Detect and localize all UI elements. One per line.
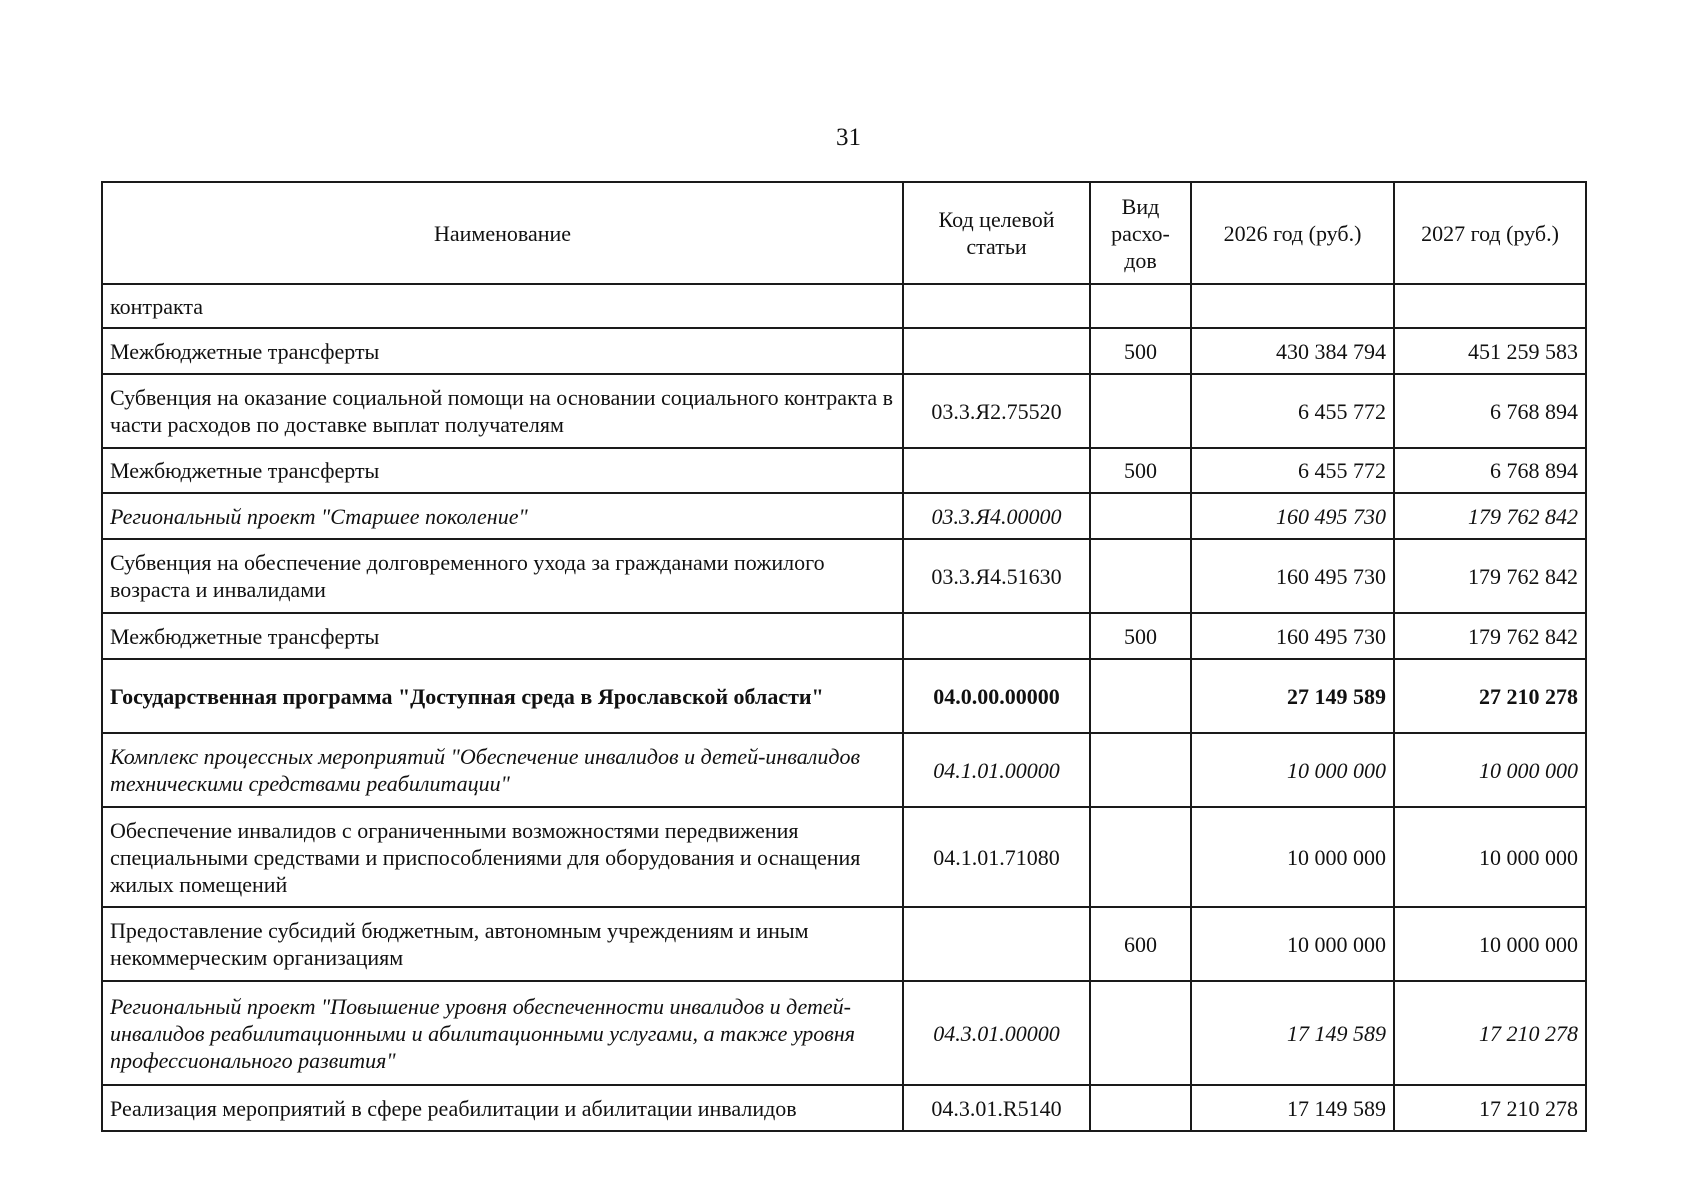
row-amount-2026: 160 495 730 [1191, 613, 1394, 659]
row-code: 03.3.Я4.51630 [903, 539, 1090, 613]
row-code: 04.3.01.R5140 [903, 1085, 1090, 1131]
row-kind [1090, 284, 1191, 328]
row-kind [1090, 807, 1191, 907]
row-amount-2026 [1191, 284, 1394, 328]
header-name: Наименование [102, 182, 903, 284]
row-name: Комплекс процессных мероприятий "Обеспечение инвалидов и детей-инвалидов техническими средствами реабилитации" [102, 733, 903, 807]
header-code: Код целевой статьи [903, 182, 1090, 284]
row-amount-2027: 27 210 278 [1394, 659, 1586, 733]
table-header [102, 182, 1586, 284]
page-number: 31 [836, 124, 861, 151]
row-amount-2027: 6 768 894 [1394, 448, 1586, 493]
row-amount-2026: 160 495 730 [1191, 539, 1394, 613]
row-amount-2026: 6 455 772 [1191, 448, 1394, 493]
row-kind: 500 [1090, 613, 1191, 659]
row-name: Межбюджетные трансферты [102, 448, 903, 493]
row-amount-2027 [1394, 284, 1586, 328]
table-row [102, 733, 1586, 807]
row-amount-2027: 451 259 583 [1394, 328, 1586, 374]
row-amount-2026: 160 495 730 [1191, 493, 1394, 539]
row-kind [1090, 981, 1191, 1085]
row-name: Межбюджетные трансферты [102, 328, 903, 374]
table-row [102, 1085, 1586, 1131]
row-name: Обеспечение инвалидов с ограниченными возможностями передвижения специальными средствами и приспособлениями для оборудования и оснащения жилых помещений [102, 807, 903, 907]
row-code: 04.0.00.00000 [903, 659, 1090, 733]
row-code [903, 328, 1090, 374]
row-kind [1090, 1085, 1191, 1131]
row-kind [1090, 659, 1191, 733]
row-amount-2026: 6 455 772 [1191, 374, 1394, 448]
row-amount-2027: 10 000 000 [1394, 733, 1586, 807]
row-amount-2027: 10 000 000 [1394, 807, 1586, 907]
row-amount-2027: 179 762 842 [1394, 539, 1586, 613]
row-amount-2026: 17 149 589 [1191, 1085, 1394, 1131]
row-amount-2026: 27 149 589 [1191, 659, 1394, 733]
row-code: 03.3.Я4.00000 [903, 493, 1090, 539]
header-2027: 2027 год (руб.) [1394, 182, 1586, 284]
table-row [102, 907, 1586, 981]
header-2026: 2026 год (руб.) [1191, 182, 1394, 284]
row-code: 03.3.Я2.75520 [903, 374, 1090, 448]
row-kind [1090, 374, 1191, 448]
row-amount-2027: 179 762 842 [1394, 493, 1586, 539]
table-row [102, 807, 1586, 907]
row-code: 04.1.01.00000 [903, 733, 1090, 807]
table-row [102, 448, 1586, 493]
table-row [102, 493, 1586, 539]
row-name: Региональный проект "Старшее поколение" [102, 493, 903, 539]
table-row [102, 284, 1586, 328]
row-amount-2026: 10 000 000 [1191, 733, 1394, 807]
row-code [903, 448, 1090, 493]
row-kind: 500 [1090, 328, 1191, 374]
row-amount-2027: 179 762 842 [1394, 613, 1586, 659]
row-kind [1090, 733, 1191, 807]
table-row [102, 539, 1586, 613]
row-name: Региональный проект "Повышение уровня обеспеченности инвалидов и детей-инвалидов реабилитационными и абилитационными услугами, а также уровня профессионального развития" [102, 981, 903, 1085]
row-name: Межбюджетные трансферты [102, 613, 903, 659]
table-row [102, 981, 1586, 1085]
header-kind: Вид расхо-дов [1090, 182, 1191, 284]
row-code [903, 284, 1090, 328]
budget-table [101, 181, 1587, 1132]
row-amount-2027: 17 210 278 [1394, 1085, 1586, 1131]
row-amount-2026: 10 000 000 [1191, 807, 1394, 907]
row-name: контракта [102, 284, 903, 328]
row-name: Государственная программа "Доступная среда в Ярославской области" [102, 659, 903, 733]
row-kind: 600 [1090, 907, 1191, 981]
row-code [903, 613, 1090, 659]
row-kind [1090, 539, 1191, 613]
row-name: Субвенция на обеспечение долговременного ухода за гражданами пожилого возраста и инвалидами [102, 539, 903, 613]
row-code: 04.3.01.00000 [903, 981, 1090, 1085]
row-kind: 500 [1090, 448, 1191, 493]
row-amount-2027: 6 768 894 [1394, 374, 1586, 448]
row-amount-2026: 430 384 794 [1191, 328, 1394, 374]
row-code [903, 907, 1090, 981]
row-name: Реализация мероприятий в сфере реабилитации и абилитации инвалидов [102, 1085, 903, 1131]
row-amount-2026: 17 149 589 [1191, 981, 1394, 1085]
table-row [102, 374, 1586, 448]
row-amount-2026: 10 000 000 [1191, 907, 1394, 981]
table-row [102, 659, 1586, 733]
row-code: 04.1.01.71080 [903, 807, 1090, 907]
table-row [102, 613, 1586, 659]
row-amount-2027: 17 210 278 [1394, 981, 1586, 1085]
row-name: Субвенция на оказание социальной помощи на основании социального контракта в части расходов по доставке выплат получателям [102, 374, 903, 448]
row-name: Предоставление субсидий бюджетным, автономным учреждениям и иным некоммерческим организациям [102, 907, 903, 981]
table-row [102, 328, 1586, 374]
row-kind [1090, 493, 1191, 539]
row-amount-2027: 10 000 000 [1394, 907, 1586, 981]
table-body [102, 284, 1586, 1131]
